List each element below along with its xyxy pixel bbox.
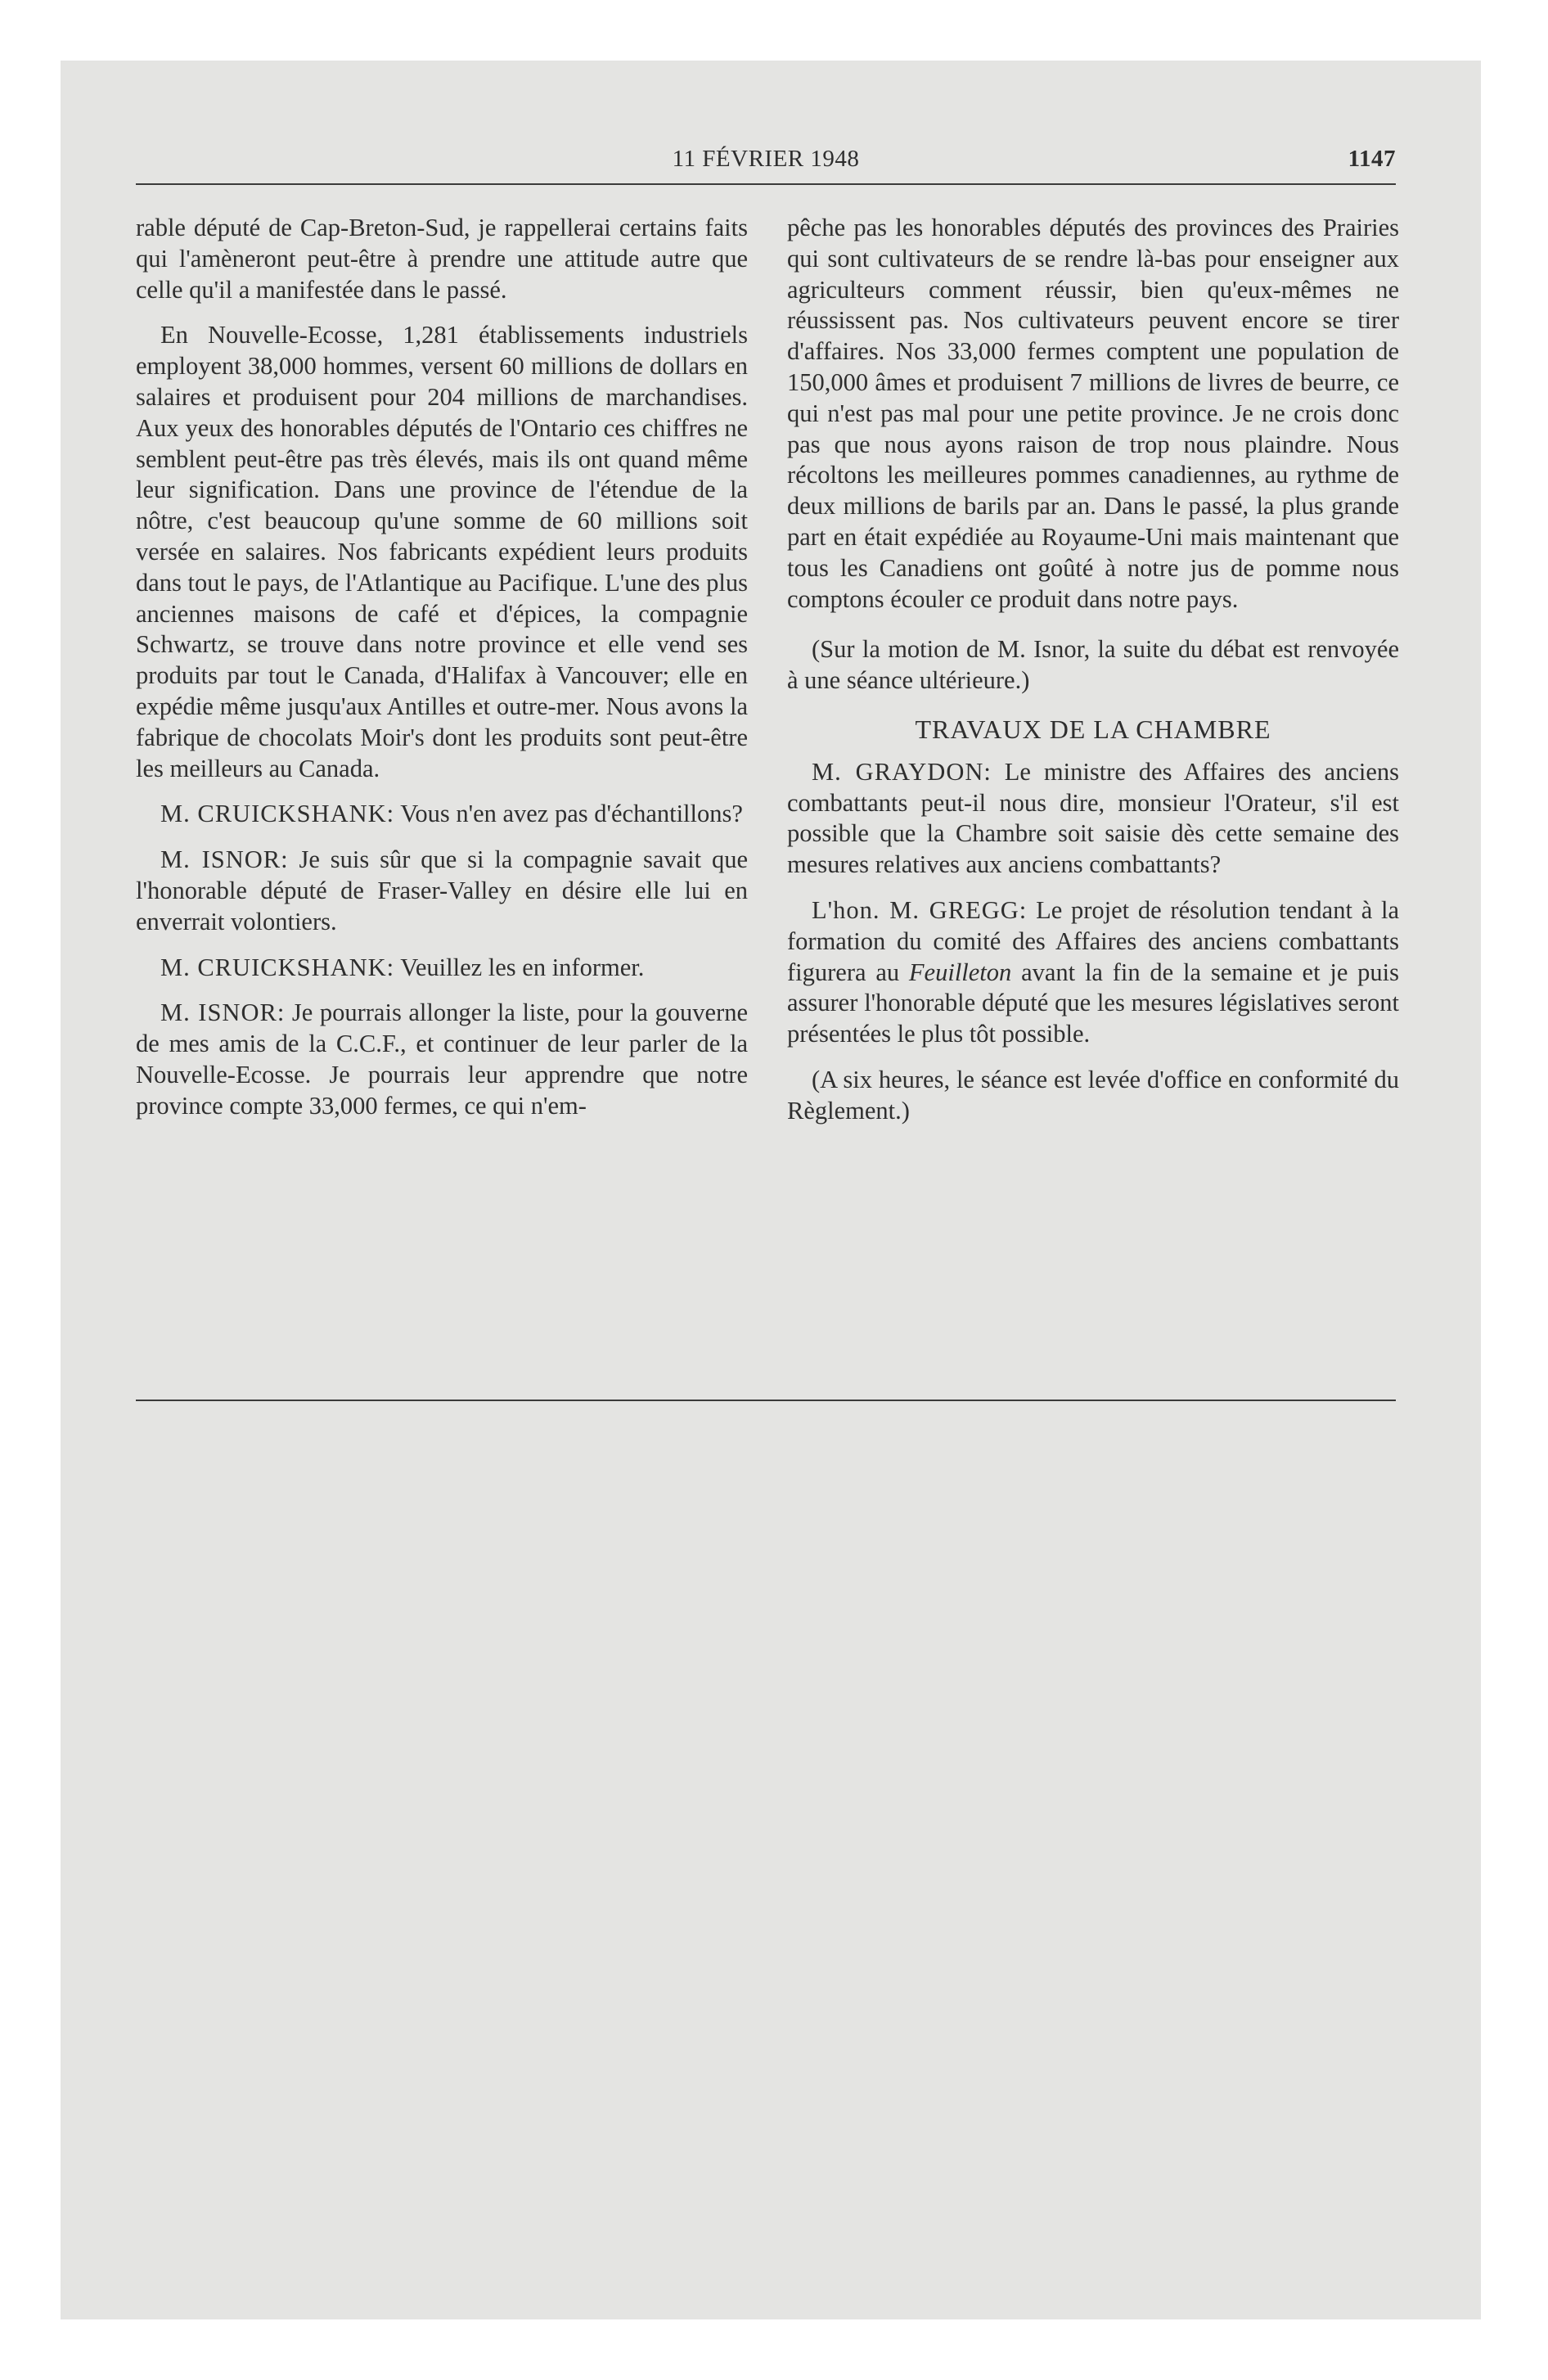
procedural-note: (Sur la motion de M. Isnor, la suite du débat est renvoyée à une séance ultérieure.) [787,635,1399,695]
procedural-note: (A six heures, le séance est levée d'office en conformité du Règlement.) [787,1065,1399,1125]
speech-text: avant la fin de la semaine et je puis assurer l'honorable député que les mesures législatives seront présentées le plus tôt possible. [787,958,1400,1048]
paragraph: rable député de Cap-Breton-Sud, je rappellerai certains faits qui l'amèneront peut-être à prendre une attitude autre que celle qu'il a manifestée dans le passé. [136,214,748,304]
speech-paragraph [136,998,748,1121]
page-number: 1147 [1348,146,1396,172]
speech-paragraph [136,953,748,984]
speech-text: Le ministre des Affaires des anciens combattants peut-il nous dire, monsieur l'Orateur, s'il est possible que la Chambre soit saisie dès cette semaine des mesures relatives aux anciens combattants? [787,757,1400,879]
header-rule [136,183,1396,185]
running-header [136,137,1396,183]
text-columns [136,213,1400,1400]
speech-text: Vous n'en avez pas d'échantillons? [400,800,743,828]
left-column [136,213,748,1137]
bottom-rule [136,1400,1396,1401]
speech-text: Je suis sûr que si la compagnie savait que l'honorable député de Fraser-Valley en désire elle lui en enverrait volontiers. [136,845,748,935]
speaker-name: M. GRAYDON: [812,757,992,786]
document-page [136,137,1400,1401]
speech-text: Le projet de résolution tendant à la formation du comité des Affaires des anciens combattants figurera au [787,895,1400,986]
paragraph: pêche pas les honorables députés des provinces des Prairies qui sont cultivateurs de se rendre là-bas pour enseigner aux agriculteurs comment réussir, bien qu'eux-mêmes ne réussissent pas. Nos cultivateurs peuvent encore se tirer d'affaires. Nos 33,000 fermes comptent une population de 150,000 âmes et produisent 7 millions de livres de beurre, ce qui n'est pas mal pour une petite province. Je ne crois donc pas que nous ayons raison de trop nous plaindre. Nous récoltons les meilleures pommes canadiennes, au rythme de deux millions de barils par an. Dans le passé, la plus grande part en était expédiée au Royaume-Uni mais maintenant que tous les Canadiens ont goûté à notre jus de pomme nous comptons écouler ce produit dans notre pays. [787,214,1399,613]
speech-paragraph [787,757,1399,881]
speaker-name: L'hon. M. GREGG: [812,895,1028,924]
right-column [787,213,1399,1142]
paragraph: En Nouvelle-Ecosse, 1,281 établissements industriels employent 38,000 hommes, versent 60 millions de dollars en salaires et produisent pour 204 millions de marchandises. Aux yeux des honorables députés de l'Ontario ces chiffres ne semblent peut-être pas très élevés, mais ils ont quand même leur signification. Dans une province de l'étendue de la nôtre, c'est beaucoup qu'une somme de 60 millions soit versée en salaires. Nos fabricants expédient leurs produits dans tout le pays, de l'Atlantique au Pacifique. L'une des plus anciennes maisons de café et d'épices, la compagnie Schwartz, se trouve dans notre province et elle vend ses produits par tout le Canada, d'Halifax à Vancouver; elle en expédie même jusqu'aux Antilles et outre-mer. Nous avons la fabrique de chocolats Moir's dont les produits sont peut-être les meilleurs au Canada. [136,321,748,782]
speech-paragraph [136,799,748,830]
italic-term: Feuilleton [908,958,1012,986]
speaker-name: M. CRUICKSHANK: [160,953,395,981]
section-title: TRAVAUX DE LA CHAMBRE [915,714,1271,744]
speaker-name: M. CRUICKSHANK: [160,800,395,828]
header-date: 11 FÉVRIER 1948 [672,146,860,172]
speaker-name: M. ISNOR: [160,998,286,1027]
speech-text: Je pourrais allonger la liste, pour la gouverne de mes amis de la C.C.F., et continuer de leur parler de la Nouvelle-Ecosse. Je pourrais leur apprendre que notre province compte 33,000 fermes, ce qui n'em- [136,998,749,1120]
speaker-name: M. ISNOR: [160,845,289,874]
speech-paragraph [787,895,1399,1050]
speech-paragraph [136,845,748,937]
speech-text: Veuillez les en informer. [400,953,645,981]
